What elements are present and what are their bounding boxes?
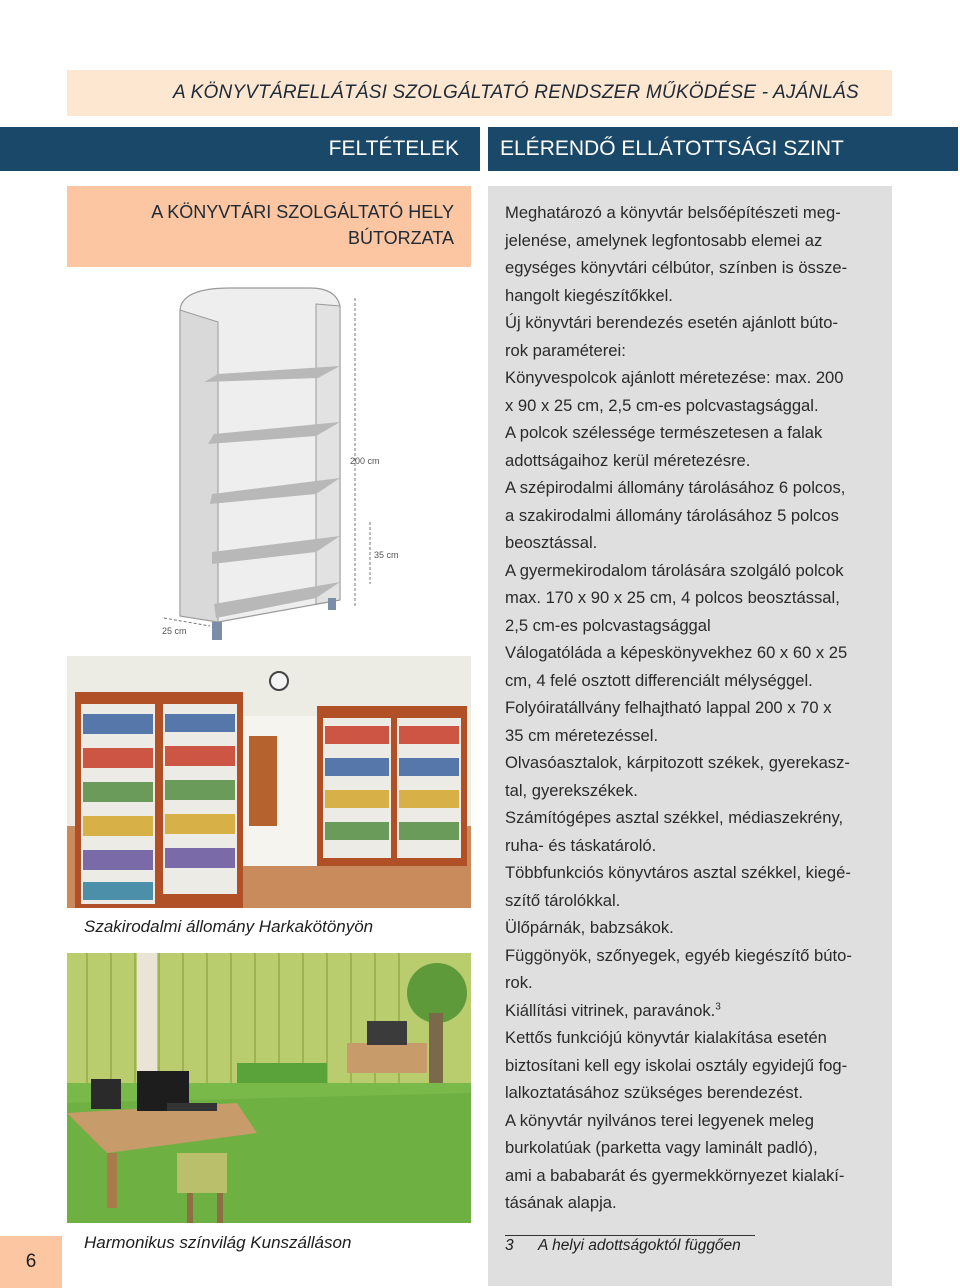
requirements-text [505, 199, 877, 1217]
text-line: Többfunkciós könyvtáros asztal székkel, kiegé- [505, 863, 851, 882]
text-line: Ülőpárnák, babzsákok. [505, 918, 674, 937]
page-header-band [67, 70, 892, 116]
text-line: Válogatóláda a képeskönyvekhez 60 x 60 x 25 [505, 643, 848, 662]
text-line: ruha- és táskatároló. [505, 835, 657, 855]
footnote [505, 1237, 741, 1255]
footnote-number: 3 [505, 1237, 514, 1254]
text-line: a szakirodalmi állomány tárolásához 5 polcos [505, 505, 839, 525]
text-line: A könyvtár nyilvános terei legyenek meleg [505, 1110, 814, 1130]
text-line: A gyermekirodalom tárolására szolgáló polcok [505, 560, 844, 580]
page-number: 6 [0, 1236, 62, 1288]
service-level-heading: ELÉRENDŐ ELLÁTOTTSÁGI SZINT [500, 137, 844, 160]
bookshelf-drawing [150, 282, 400, 644]
reading-room-photo [67, 953, 471, 1223]
condition-label-line2: BÚTORZATA [347, 228, 454, 248]
text-line: 35 cm méretezéssel. [505, 725, 659, 745]
text-line: Olvasóasztalok, kárpitozott székek, gyerekasz- [505, 753, 850, 772]
footnote-rule [505, 1235, 755, 1236]
condition-label-box [67, 186, 471, 267]
text-line: Folyóiratállvány felhajtható lappal 200 x 70 x [505, 698, 832, 717]
text-line: Könyvespolcok ajánlott méretezése: max. 200 [505, 368, 844, 387]
text-line: Számítógépes asztal székkel, médiaszekrény, [505, 808, 844, 827]
text-line: Kettős funkciójú könyvtár kialakítása esetén [505, 1028, 827, 1047]
text-line: lalkoztatásához szükséges berendezést. [505, 1083, 803, 1102]
shelf-dimension-label: 35 cm [374, 550, 399, 560]
text-line: 2,5 cm-es polcvastagsággal [505, 615, 711, 635]
bookshelf-diagram [150, 282, 400, 644]
text-line: Függönyök, szőnyegek, egyéb kiegészítő búto- [505, 945, 852, 965]
text-line-content: Kiállítási vitrinek, paravánok. [505, 1000, 716, 1020]
text-line: x 90 x 25 cm, 2,5 cm-es polcvastagsággal. [505, 395, 819, 415]
library-shelves-image [67, 656, 471, 908]
text-line: max. 170 x 90 x 25 cm, 4 polcos beosztással, [505, 588, 840, 607]
text-line: beosztással. [505, 533, 598, 552]
library-shelves-photo [67, 656, 471, 908]
text-line: A szépirodalmi állomány tárolásához 6 polcos, [505, 478, 846, 497]
text-line: ami a bababarát és gyermekkörnyezet kialakí- [505, 1165, 845, 1185]
text-line: egységes könyvtári célbútor, színben is össze- [505, 258, 848, 277]
text-line: biztosítani kell egy iskolai osztály egyidejű fog- [505, 1055, 848, 1075]
depth-dimension-label: 25 cm [162, 626, 187, 636]
page-header-title: A KÖNYVTÁRELLÁTÁSI SZOLGÁLTATÓ RENDSZER MŰKÖDÉSE - AJÁNLÁS [173, 82, 859, 103]
text-line: Új könyvtári berendezés esetén ajánlott búto- [505, 313, 838, 332]
reading-room-image [67, 953, 471, 1223]
text-line: jelenése, amelynek legfontosabb elemei az [505, 230, 823, 250]
column-header-bar [0, 127, 958, 171]
height-dimension-label: 200 cm [350, 456, 380, 466]
text-line: tásának alapja. [505, 1193, 617, 1212]
text-line: cm, 4 felé osztott differenciált mélységgel. [505, 670, 813, 690]
footnote-text: A helyi adottságoktól függően [538, 1237, 741, 1254]
photo1-caption: Szakirodalmi állomány Harkakötönyön [84, 917, 374, 936]
conditions-heading: FELTÉTELEK [328, 137, 459, 160]
photo2-caption: Harmonikus színvilág Kunszálláson [84, 1233, 352, 1252]
column-divider [480, 127, 488, 171]
text-line: tal, gyerekszékek. [505, 780, 638, 800]
footnote-reference: 3 [715, 1000, 721, 1012]
text-line: rok paraméterei: [505, 340, 626, 360]
text-line [505, 997, 877, 1025]
text-line: szítő tárolókkal. [505, 890, 621, 910]
text-line: A polcok szélessége természetesen a falak [505, 423, 823, 442]
text-line: Meghatározó a könyvtár belsőépítészeti meg- [505, 203, 841, 222]
condition-label-line1: A KÖNYVTÁRI SZOLGÁLTATÓ HELY [151, 202, 454, 222]
text-line: adottságaihoz kerül méretezésre. [505, 450, 751, 470]
text-line: rok. [505, 973, 533, 992]
text-line: burkolatúak (parketta vagy laminált padló), [505, 1138, 818, 1157]
text-line: hangolt kiegészítőkkel. [505, 285, 673, 305]
